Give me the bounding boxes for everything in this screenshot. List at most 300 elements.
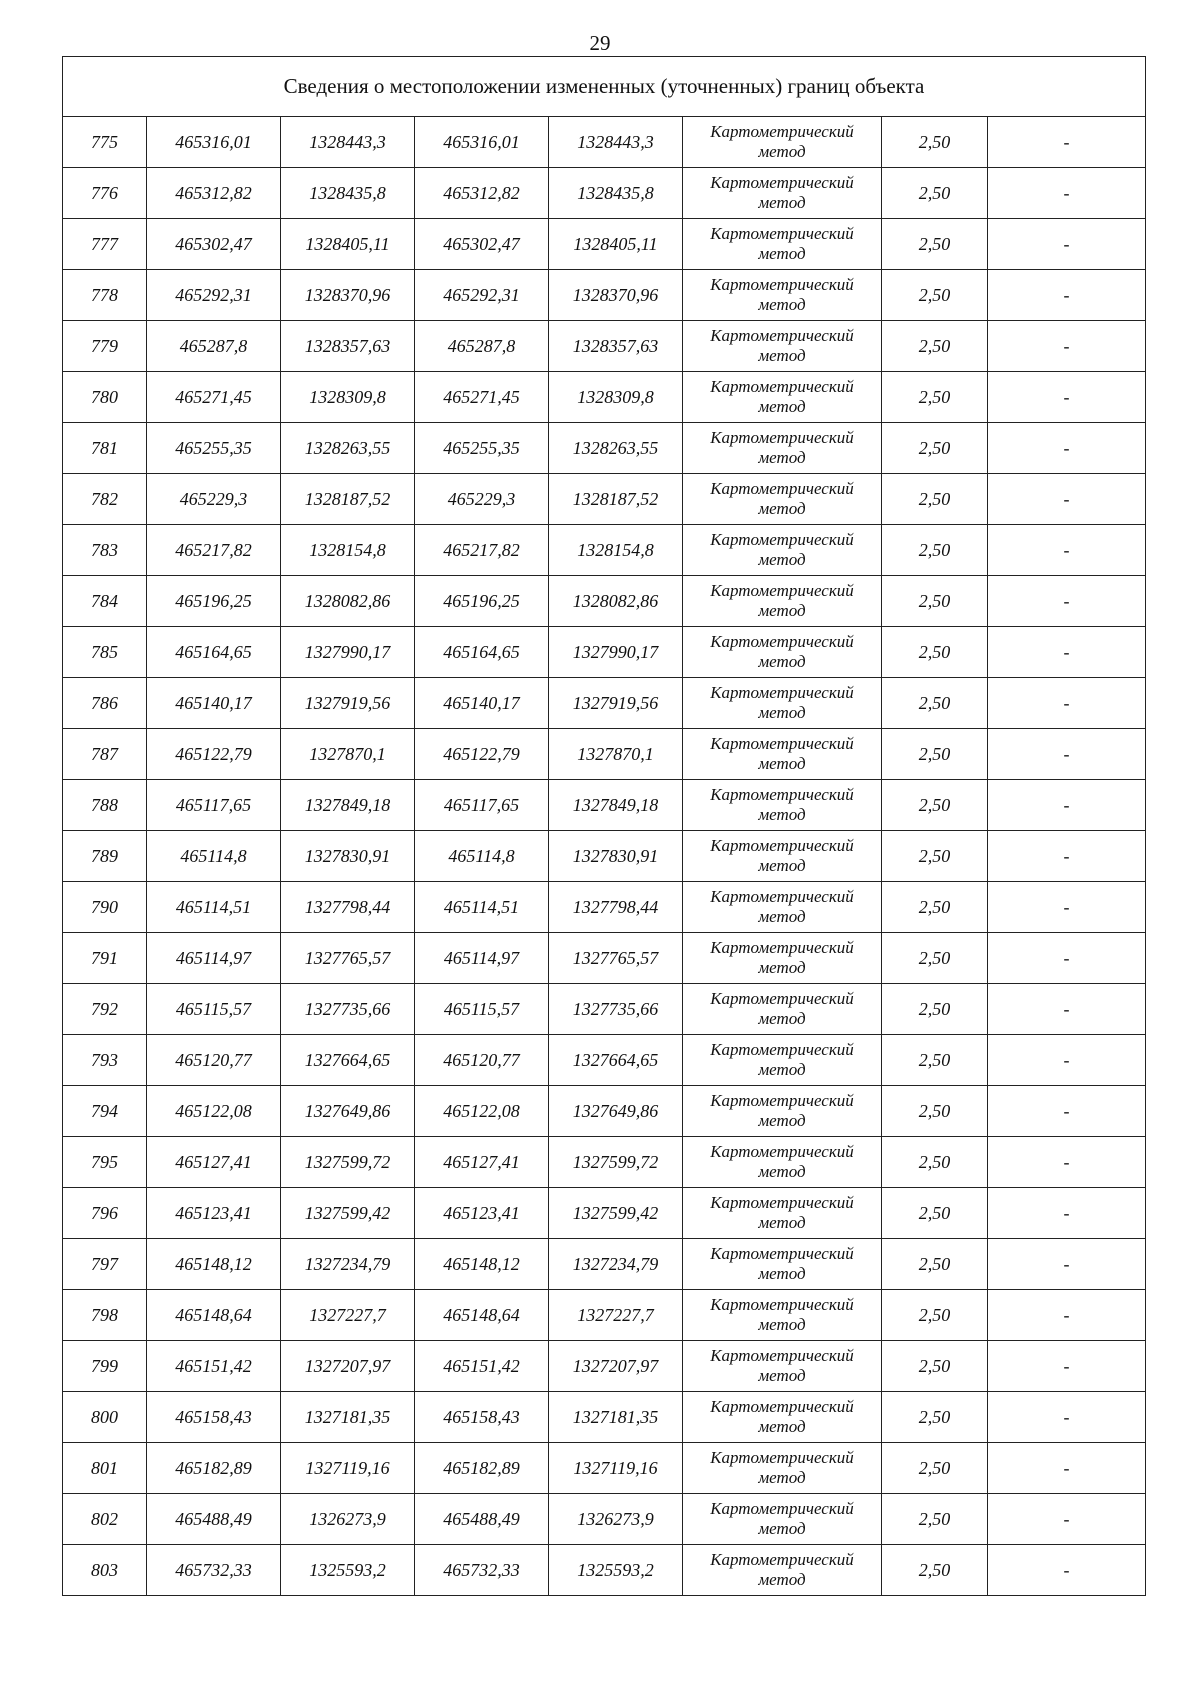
y-old-cell: 1328443,3 xyxy=(281,117,415,168)
description-cell: - xyxy=(988,1341,1146,1392)
y-old-cell: 1327649,86 xyxy=(281,1086,415,1137)
description-cell: - xyxy=(988,117,1146,168)
description-cell: - xyxy=(988,219,1146,270)
x-new-cell: 465164,65 xyxy=(415,627,549,678)
accuracy-cell: 2,50 xyxy=(882,933,988,984)
method-cell xyxy=(683,1086,882,1137)
method-cell xyxy=(683,1137,882,1188)
x-old-cell: 465287,8 xyxy=(147,321,281,372)
y-new-cell: 1328309,8 xyxy=(549,372,683,423)
y-old-cell: 1328370,96 xyxy=(281,270,415,321)
method-cell xyxy=(683,474,882,525)
y-new-cell: 1328405,11 xyxy=(549,219,683,270)
x-new-cell: 465114,51 xyxy=(415,882,549,933)
point-number-cell: 786 xyxy=(63,678,147,729)
y-new-cell: 1325593,2 xyxy=(549,1545,683,1596)
boundary-coordinates-table xyxy=(62,56,1146,1596)
y-old-cell: 1327181,35 xyxy=(281,1392,415,1443)
accuracy-cell: 2,50 xyxy=(882,882,988,933)
x-new-cell: 465140,17 xyxy=(415,678,549,729)
method-line-2: метод xyxy=(758,754,806,773)
table-row xyxy=(63,525,1146,576)
description-cell: - xyxy=(988,321,1146,372)
x-old-cell: 465316,01 xyxy=(147,117,281,168)
x-old-cell: 465115,57 xyxy=(147,984,281,1035)
x-new-cell: 465114,8 xyxy=(415,831,549,882)
method-line-1: Картометрический xyxy=(710,173,854,192)
point-number-cell: 802 xyxy=(63,1494,147,1545)
method-cell xyxy=(683,933,882,984)
method-line-2: метод xyxy=(758,193,806,212)
y-old-cell: 1327119,16 xyxy=(281,1443,415,1494)
method-line-2: метод xyxy=(758,1111,806,1130)
x-new-cell: 465148,64 xyxy=(415,1290,549,1341)
method-line-1: Картометрический xyxy=(710,479,854,498)
y-old-cell: 1327207,97 xyxy=(281,1341,415,1392)
accuracy-cell: 2,50 xyxy=(882,1188,988,1239)
description-cell: - xyxy=(988,1290,1146,1341)
x-old-cell: 465164,65 xyxy=(147,627,281,678)
method-line-1: Картометрический xyxy=(710,428,854,447)
accuracy-cell: 2,50 xyxy=(882,678,988,729)
method-cell xyxy=(683,1290,882,1341)
method-line-1: Картометрический xyxy=(710,887,854,906)
method-cell xyxy=(683,882,882,933)
method-line-2: метод xyxy=(758,805,806,824)
point-number-cell: 794 xyxy=(63,1086,147,1137)
method-line-2: метод xyxy=(758,1570,806,1589)
x-old-cell: 465732,33 xyxy=(147,1545,281,1596)
x-old-cell: 465488,49 xyxy=(147,1494,281,1545)
y-old-cell: 1327798,44 xyxy=(281,882,415,933)
method-line-1: Картометрический xyxy=(710,938,854,957)
accuracy-cell: 2,50 xyxy=(882,1341,988,1392)
y-old-cell: 1328357,63 xyxy=(281,321,415,372)
point-number-cell: 780 xyxy=(63,372,147,423)
description-cell: - xyxy=(988,984,1146,1035)
x-old-cell: 465217,82 xyxy=(147,525,281,576)
description-cell: - xyxy=(988,729,1146,780)
table-row xyxy=(63,219,1146,270)
method-line-2: метод xyxy=(758,550,806,569)
point-number-cell: 781 xyxy=(63,423,147,474)
table-row xyxy=(63,831,1146,882)
table-row xyxy=(63,1086,1146,1137)
method-cell xyxy=(683,525,882,576)
table-row xyxy=(63,933,1146,984)
accuracy-cell: 2,50 xyxy=(882,423,988,474)
point-number-cell: 783 xyxy=(63,525,147,576)
method-cell xyxy=(683,1035,882,1086)
y-new-cell: 1327599,72 xyxy=(549,1137,683,1188)
table-row xyxy=(63,423,1146,474)
x-new-cell: 465182,89 xyxy=(415,1443,549,1494)
y-new-cell: 1327798,44 xyxy=(549,882,683,933)
method-line-2: метод xyxy=(758,1060,806,1079)
method-line-2: метод xyxy=(758,1417,806,1436)
x-old-cell: 465114,97 xyxy=(147,933,281,984)
accuracy-cell: 2,50 xyxy=(882,576,988,627)
x-new-cell: 465488,49 xyxy=(415,1494,549,1545)
description-cell: - xyxy=(988,933,1146,984)
x-new-cell: 465151,42 xyxy=(415,1341,549,1392)
method-line-1: Картометрический xyxy=(710,530,854,549)
x-old-cell: 465122,08 xyxy=(147,1086,281,1137)
y-new-cell: 1327227,7 xyxy=(549,1290,683,1341)
description-cell: - xyxy=(988,576,1146,627)
method-cell xyxy=(683,321,882,372)
point-number-cell: 792 xyxy=(63,984,147,1035)
x-new-cell: 465217,82 xyxy=(415,525,549,576)
method-line-2: метод xyxy=(758,295,806,314)
method-line-1: Картометрический xyxy=(710,1091,854,1110)
y-new-cell: 1327649,86 xyxy=(549,1086,683,1137)
table-row xyxy=(63,117,1146,168)
accuracy-cell: 2,50 xyxy=(882,729,988,780)
description-cell: - xyxy=(988,1545,1146,1596)
point-number-cell: 800 xyxy=(63,1392,147,1443)
method-line-2: метод xyxy=(758,907,806,926)
x-old-cell: 465140,17 xyxy=(147,678,281,729)
description-cell: - xyxy=(988,423,1146,474)
x-old-cell: 465122,79 xyxy=(147,729,281,780)
method-line-1: Картометрический xyxy=(710,1193,854,1212)
y-old-cell: 1327990,17 xyxy=(281,627,415,678)
x-old-cell: 465114,51 xyxy=(147,882,281,933)
y-new-cell: 1327181,35 xyxy=(549,1392,683,1443)
x-new-cell: 465271,45 xyxy=(415,372,549,423)
x-new-cell: 465158,43 xyxy=(415,1392,549,1443)
y-new-cell: 1327735,66 xyxy=(549,984,683,1035)
method-cell xyxy=(683,780,882,831)
x-new-cell: 465120,77 xyxy=(415,1035,549,1086)
description-cell: - xyxy=(988,831,1146,882)
method-line-1: Картометрический xyxy=(710,224,854,243)
y-old-cell: 1327735,66 xyxy=(281,984,415,1035)
table-row xyxy=(63,678,1146,729)
accuracy-cell: 2,50 xyxy=(882,1290,988,1341)
x-old-cell: 465158,43 xyxy=(147,1392,281,1443)
description-cell: - xyxy=(988,270,1146,321)
x-old-cell: 465148,64 xyxy=(147,1290,281,1341)
description-cell: - xyxy=(988,168,1146,219)
x-new-cell: 465229,3 xyxy=(415,474,549,525)
point-number-cell: 795 xyxy=(63,1137,147,1188)
y-old-cell: 1328263,55 xyxy=(281,423,415,474)
accuracy-cell: 2,50 xyxy=(882,1443,988,1494)
method-line-2: метод xyxy=(758,703,806,722)
accuracy-cell: 2,50 xyxy=(882,1494,988,1545)
method-cell xyxy=(683,372,882,423)
accuracy-cell: 2,50 xyxy=(882,1086,988,1137)
table-row xyxy=(63,1137,1146,1188)
method-line-1: Картометрический xyxy=(710,1550,854,1569)
accuracy-cell: 2,50 xyxy=(882,780,988,831)
point-number-cell: 803 xyxy=(63,1545,147,1596)
method-line-1: Картометрический xyxy=(710,683,854,702)
x-old-cell: 465114,8 xyxy=(147,831,281,882)
method-cell xyxy=(683,984,882,1035)
description-cell: - xyxy=(988,1494,1146,1545)
table-row xyxy=(63,780,1146,831)
y-old-cell: 1328187,52 xyxy=(281,474,415,525)
x-old-cell: 465151,42 xyxy=(147,1341,281,1392)
x-new-cell: 465115,57 xyxy=(415,984,549,1035)
y-old-cell: 1327870,1 xyxy=(281,729,415,780)
x-old-cell: 465127,41 xyxy=(147,1137,281,1188)
y-old-cell: 1327599,72 xyxy=(281,1137,415,1188)
y-new-cell: 1327599,42 xyxy=(549,1188,683,1239)
table-row xyxy=(63,1035,1146,1086)
point-number-cell: 793 xyxy=(63,1035,147,1086)
point-number-cell: 785 xyxy=(63,627,147,678)
x-new-cell: 465732,33 xyxy=(415,1545,549,1596)
method-cell xyxy=(683,831,882,882)
y-new-cell: 1327234,79 xyxy=(549,1239,683,1290)
method-cell xyxy=(683,576,882,627)
method-cell xyxy=(683,1392,882,1443)
method-line-2: метод xyxy=(758,652,806,671)
y-old-cell: 1327765,57 xyxy=(281,933,415,984)
accuracy-cell: 2,50 xyxy=(882,372,988,423)
description-cell: - xyxy=(988,1035,1146,1086)
method-line-2: метод xyxy=(758,346,806,365)
method-line-2: метод xyxy=(758,142,806,161)
accuracy-cell: 2,50 xyxy=(882,168,988,219)
method-line-2: метод xyxy=(758,244,806,263)
table-row xyxy=(63,1290,1146,1341)
accuracy-cell: 2,50 xyxy=(882,117,988,168)
description-cell: - xyxy=(988,882,1146,933)
accuracy-cell: 2,50 xyxy=(882,1239,988,1290)
method-line-2: метод xyxy=(758,1264,806,1283)
y-old-cell: 1326273,9 xyxy=(281,1494,415,1545)
method-line-2: метод xyxy=(758,601,806,620)
method-line-1: Картометрический xyxy=(710,1346,854,1365)
accuracy-cell: 2,50 xyxy=(882,270,988,321)
point-number-cell: 776 xyxy=(63,168,147,219)
method-line-2: метод xyxy=(758,1468,806,1487)
y-new-cell: 1326273,9 xyxy=(549,1494,683,1545)
accuracy-cell: 2,50 xyxy=(882,627,988,678)
method-line-1: Картометрический xyxy=(710,1142,854,1161)
point-number-cell: 798 xyxy=(63,1290,147,1341)
table-row xyxy=(63,729,1146,780)
x-old-cell: 465255,35 xyxy=(147,423,281,474)
y-old-cell: 1327830,91 xyxy=(281,831,415,882)
method-line-2: метод xyxy=(758,856,806,875)
point-number-cell: 775 xyxy=(63,117,147,168)
point-number-cell: 777 xyxy=(63,219,147,270)
y-old-cell: 1328082,86 xyxy=(281,576,415,627)
y-new-cell: 1327119,16 xyxy=(549,1443,683,1494)
table-row xyxy=(63,321,1146,372)
point-number-cell: 790 xyxy=(63,882,147,933)
method-cell xyxy=(683,168,882,219)
y-new-cell: 1328154,8 xyxy=(549,525,683,576)
x-new-cell: 465122,08 xyxy=(415,1086,549,1137)
x-new-cell: 465312,82 xyxy=(415,168,549,219)
table-row xyxy=(63,474,1146,525)
page-number: 29 xyxy=(589,31,611,55)
method-line-1: Картометрический xyxy=(710,632,854,651)
method-line-2: метод xyxy=(758,499,806,518)
x-new-cell: 465292,31 xyxy=(415,270,549,321)
description-cell: - xyxy=(988,1239,1146,1290)
method-line-2: метод xyxy=(758,1366,806,1385)
method-cell xyxy=(683,1494,882,1545)
table-body xyxy=(63,117,1146,1596)
y-new-cell: 1328443,3 xyxy=(549,117,683,168)
description-cell: - xyxy=(988,372,1146,423)
table-row xyxy=(63,627,1146,678)
method-cell xyxy=(683,1239,882,1290)
x-old-cell: 465182,89 xyxy=(147,1443,281,1494)
method-line-2: метод xyxy=(758,397,806,416)
method-line-1: Картометрический xyxy=(710,581,854,600)
point-number-cell: 797 xyxy=(63,1239,147,1290)
x-new-cell: 465123,41 xyxy=(415,1188,549,1239)
method-line-2: метод xyxy=(758,1009,806,1028)
method-line-2: метод xyxy=(758,448,806,467)
y-old-cell: 1327599,42 xyxy=(281,1188,415,1239)
y-new-cell: 1327849,18 xyxy=(549,780,683,831)
y-old-cell: 1328309,8 xyxy=(281,372,415,423)
method-line-1: Картометрический xyxy=(710,122,854,141)
accuracy-cell: 2,50 xyxy=(882,321,988,372)
table-row xyxy=(63,1392,1146,1443)
method-line-1: Картометрический xyxy=(710,1397,854,1416)
method-line-1: Картометрический xyxy=(710,989,854,1008)
point-number-cell: 801 xyxy=(63,1443,147,1494)
y-new-cell: 1327765,57 xyxy=(549,933,683,984)
method-line-2: метод xyxy=(758,958,806,977)
x-old-cell: 465312,82 xyxy=(147,168,281,219)
x-old-cell: 465302,47 xyxy=(147,219,281,270)
table-row xyxy=(63,270,1146,321)
y-new-cell: 1327990,17 xyxy=(549,627,683,678)
method-line-2: метод xyxy=(758,1315,806,1334)
x-old-cell: 465120,77 xyxy=(147,1035,281,1086)
method-cell xyxy=(683,729,882,780)
y-new-cell: 1327207,97 xyxy=(549,1341,683,1392)
accuracy-cell: 2,50 xyxy=(882,525,988,576)
y-old-cell: 1328154,8 xyxy=(281,525,415,576)
point-number-cell: 784 xyxy=(63,576,147,627)
y-old-cell: 1327919,56 xyxy=(281,678,415,729)
table-row xyxy=(63,984,1146,1035)
x-new-cell: 465196,25 xyxy=(415,576,549,627)
table-row xyxy=(63,168,1146,219)
accuracy-cell: 2,50 xyxy=(882,474,988,525)
x-new-cell: 465127,41 xyxy=(415,1137,549,1188)
table-row xyxy=(63,372,1146,423)
method-cell xyxy=(683,1341,882,1392)
y-new-cell: 1327830,91 xyxy=(549,831,683,882)
x-new-cell: 465117,65 xyxy=(415,780,549,831)
table-row xyxy=(63,1494,1146,1545)
x-new-cell: 465302,47 xyxy=(415,219,549,270)
method-line-2: метод xyxy=(758,1519,806,1538)
table-row xyxy=(63,1239,1146,1290)
method-line-2: метод xyxy=(758,1213,806,1232)
accuracy-cell: 2,50 xyxy=(882,831,988,882)
accuracy-cell: 2,50 xyxy=(882,1137,988,1188)
table-row xyxy=(63,1545,1146,1596)
y-new-cell: 1328357,63 xyxy=(549,321,683,372)
y-new-cell: 1328263,55 xyxy=(549,423,683,474)
method-cell xyxy=(683,1188,882,1239)
x-old-cell: 465292,31 xyxy=(147,270,281,321)
x-old-cell: 465271,45 xyxy=(147,372,281,423)
point-number-cell: 779 xyxy=(63,321,147,372)
point-number-cell: 788 xyxy=(63,780,147,831)
x-new-cell: 465255,35 xyxy=(415,423,549,474)
y-old-cell: 1328435,8 xyxy=(281,168,415,219)
accuracy-cell: 2,50 xyxy=(882,1392,988,1443)
y-new-cell: 1327919,56 xyxy=(549,678,683,729)
point-number-cell: 787 xyxy=(63,729,147,780)
point-number-cell: 791 xyxy=(63,933,147,984)
table-row xyxy=(63,1341,1146,1392)
description-cell: - xyxy=(988,627,1146,678)
y-old-cell: 1327849,18 xyxy=(281,780,415,831)
point-number-cell: 796 xyxy=(63,1188,147,1239)
x-old-cell: 465123,41 xyxy=(147,1188,281,1239)
method-cell xyxy=(683,219,882,270)
method-cell xyxy=(683,423,882,474)
accuracy-cell: 2,50 xyxy=(882,984,988,1035)
x-old-cell: 465117,65 xyxy=(147,780,281,831)
method-line-1: Картометрический xyxy=(710,1295,854,1314)
accuracy-cell: 2,50 xyxy=(882,219,988,270)
y-new-cell: 1328082,86 xyxy=(549,576,683,627)
y-old-cell: 1327664,65 xyxy=(281,1035,415,1086)
y-old-cell: 1327227,7 xyxy=(281,1290,415,1341)
method-line-1: Картометрический xyxy=(710,1244,854,1263)
y-old-cell: 1328405,11 xyxy=(281,219,415,270)
x-new-cell: 465287,8 xyxy=(415,321,549,372)
method-line-1: Картометрический xyxy=(710,1448,854,1467)
y-new-cell: 1328435,8 xyxy=(549,168,683,219)
method-line-1: Картометрический xyxy=(710,836,854,855)
description-cell: - xyxy=(988,1188,1146,1239)
x-new-cell: 465122,79 xyxy=(415,729,549,780)
method-line-1: Картометрический xyxy=(710,785,854,804)
x-new-cell: 465148,12 xyxy=(415,1239,549,1290)
description-cell: - xyxy=(988,1443,1146,1494)
x-old-cell: 465229,3 xyxy=(147,474,281,525)
method-cell xyxy=(683,627,882,678)
y-old-cell: 1327234,79 xyxy=(281,1239,415,1290)
y-new-cell: 1328187,52 xyxy=(549,474,683,525)
table-row xyxy=(63,576,1146,627)
method-line-1: Картометрический xyxy=(710,377,854,396)
method-cell xyxy=(683,1443,882,1494)
description-cell: - xyxy=(988,525,1146,576)
description-cell: - xyxy=(988,678,1146,729)
table-row xyxy=(63,1188,1146,1239)
x-new-cell: 465114,97 xyxy=(415,933,549,984)
method-line-2: метод xyxy=(758,1162,806,1181)
x-old-cell: 465196,25 xyxy=(147,576,281,627)
method-cell xyxy=(683,1545,882,1596)
x-new-cell: 465316,01 xyxy=(415,117,549,168)
description-cell: - xyxy=(988,1392,1146,1443)
y-new-cell: 1327664,65 xyxy=(549,1035,683,1086)
point-number-cell: 799 xyxy=(63,1341,147,1392)
y-new-cell: 1328370,96 xyxy=(549,270,683,321)
